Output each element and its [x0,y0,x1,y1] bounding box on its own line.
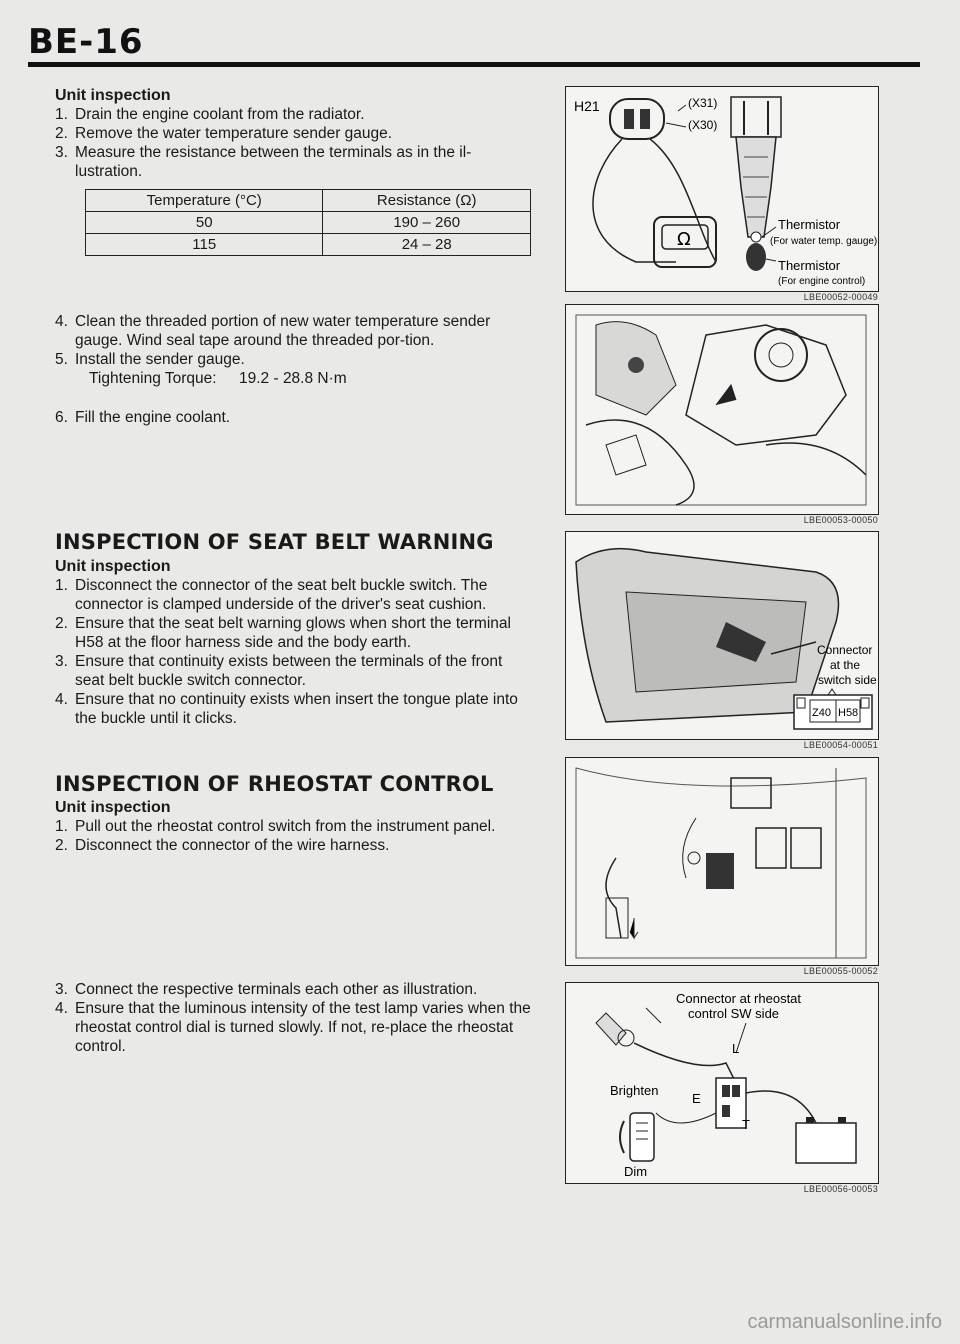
torque-label: Tightening Torque: [89,370,217,387]
step-number: 3. [55,144,68,161]
step-number: 4. [55,691,68,708]
step-number: 5. [55,351,68,368]
step [55,614,535,652]
step [55,350,535,369]
figure-code: LBE00052-00049 [803,292,878,302]
table-row [86,234,531,256]
label-dim: Dim [624,1164,648,1179]
figure-code: LBE00053-00050 [803,515,878,525]
step-number: 3. [55,653,68,670]
figure-code: LBE00056-00053 [803,1184,878,1194]
label-terminal-l: L [732,1041,740,1056]
seat-belt-section [55,557,535,728]
label-switch-side: switch side [818,673,877,687]
table-cell: 50 [86,212,323,234]
step-text: Measure the resistance between the terminals as in the il-lustration. [75,144,472,180]
watermark: carmanualsonline.info [747,1311,942,1333]
figure-seat-connector [565,531,879,740]
step-number: 4. [55,1000,68,1017]
rheostat-circuit-diagram [566,983,878,1183]
label-at-the: at the [830,658,861,672]
table-cell: 115 [86,234,323,256]
header-rule [28,62,920,67]
step-text: Install the sender gauge. [75,351,245,368]
step [55,817,535,836]
label-x31: (X31) [688,96,718,110]
table-header: Resistance (Ω) [323,190,531,212]
label-connector: Connector [817,643,873,657]
step-number: 1. [55,106,68,123]
subhead: Unit inspection [55,799,171,816]
figure-code: LBE00054-00051 [803,740,878,750]
sender-gauge-diagram [566,87,878,291]
step-number: 6. [55,409,68,426]
label-connector-rheostat: Connector at rheostat [676,991,802,1006]
page-code: BE-16 [28,22,144,62]
step-number: 2. [55,837,68,854]
step [55,143,535,181]
torque-value: 19.2 - 28.8 N·m [239,370,347,387]
step [55,408,535,427]
step-text: Ensure that no continuity exists when insert the tongue plate into the buckle until it clicks. [75,691,518,727]
step-text: Ensure that the seat belt warning glows when short the terminal H58 at the floor harness side and the body earth. [75,615,511,651]
label-thermistor-engine-note: (For engine control) [778,276,866,287]
step [55,980,535,999]
ohm-icon: Ω [677,229,691,250]
section-title-rheostat: INSPECTION OF RHEOSTAT CONTROL [55,772,494,796]
figure-sender-gauge [565,86,879,292]
label-control-sw-side: control SW side [688,1006,780,1021]
figure-engine-bay [565,304,879,515]
table-cell: 190 – 260 [323,212,531,234]
step-text: Disconnect the connector of the wire harness. [75,837,390,854]
unit-inspection-section [55,86,535,256]
step [55,312,535,350]
torque-spec [55,369,535,388]
resistance-table [85,189,531,256]
rheostat-steps-b [55,980,535,1056]
step-text: Pull out the rheostat control switch from the instrument panel. [75,818,496,835]
steps-list [55,408,535,427]
step-number: 4. [55,313,68,330]
step [55,576,535,614]
step-text: Ensure that continuity exists between the terminals of the front seat belt buckle switch connector. [75,653,503,689]
label-thermistor-water: Thermistor [778,217,841,232]
step-text: Clean the threaded portion of new water temperature sender gauge. Wind seal tape around the threaded por-tion. [75,313,491,349]
instrument-panel-diagram [566,758,878,965]
steps-list [55,817,535,855]
subhead: Unit inspection [55,87,171,104]
label-h58: H58 [838,707,859,719]
step [55,836,535,855]
step-text: Disconnect the connector of the seat belt buckle switch. The connector is clamped underside of the driver's seat cushion. [75,577,488,613]
subhead: Unit inspection [55,558,171,575]
steps-list [55,980,535,1056]
step-number: 2. [55,125,68,142]
seat-connector-diagram [566,532,878,739]
steps-list [55,312,535,369]
step [55,690,535,728]
step-number: 2. [55,615,68,632]
step [55,652,535,690]
table-row [86,212,531,234]
step-number: 3. [55,981,68,998]
label-terminal-e: E [692,1091,701,1106]
install-steps [55,312,535,427]
table-header: Temperature (°C) [86,190,323,212]
step-number: 1. [55,577,68,594]
step-text: Remove the water temperature sender gauge. [75,125,393,142]
label-terminal-t: T [742,1117,750,1132]
step [55,105,535,124]
label-z40: Z40 [812,707,831,719]
step-text: Fill the engine coolant. [75,409,231,426]
step-text: Ensure that the luminous intensity of the test lamp varies when the rheostat control dial is turned slowly. If not, re-place the rheostat control. [75,1000,531,1055]
engine-bay-diagram [566,305,878,514]
steps-list [55,105,535,181]
figure-code: LBE00055-00052 [803,966,878,976]
figure-rheostat-circuit [565,982,879,1184]
section-title-seat-belt: INSPECTION OF SEAT BELT WARNING [55,530,494,554]
table-cell: 24 – 28 [323,234,531,256]
step-text: Drain the engine coolant from the radiator. [75,106,365,123]
step [55,124,535,143]
figure-instrument-panel [565,757,879,966]
label-brighten: Brighten [610,1083,659,1098]
label-h21: H21 [574,98,600,114]
label-thermistor-water-note: (For water temp. gauge) [770,236,878,247]
label-thermistor-engine: Thermistor [778,258,841,273]
rheostat-section [55,798,535,855]
step-number: 1. [55,818,68,835]
step [55,999,535,1056]
label-x30: (X30) [688,118,718,132]
steps-list [55,576,535,728]
step-text: Connect the respective terminals each other as illustration. [75,981,478,998]
